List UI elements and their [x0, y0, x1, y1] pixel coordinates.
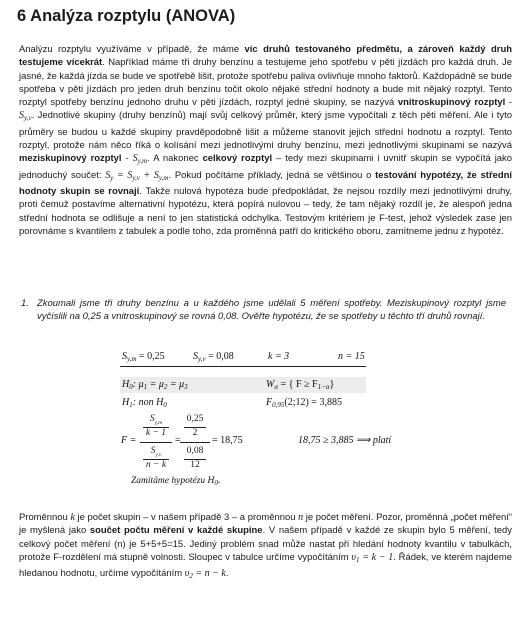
frac-num-025: 0,25: [186, 414, 204, 424]
outro-bold-text: součet počtu měření v každé skupine: [89, 525, 263, 537]
intro-text: -: [121, 153, 133, 165]
null-hypothesis: $H_0$: $\mu_1 = \mu_2 = \mu_3$: [122, 379, 188, 391]
term-total-variance: celkový rozptyl: [202, 153, 273, 165]
frac-main-bar: [140, 442, 172, 443]
intro-text: . Například máme tři druhy benzínu a testujeme jeho spotřebu v pěti jízdách pro každá druh. Je jasné, že každá jízda se bude ve spotřebě lišit, protože spotřebu paliva ovlivňuje mnoho faktorů. Každopádně se bude spotřeba v pěti jízdách pro jeden druh benzínu točit okolo nějaké střední hodnoty a bude mít nějaký rozptyl. Tento rozptyl spotřeby benzínu jednoho druhu v pěti jízdách, rozptyl jedné skupiny, se nazývá: [19, 57, 512, 109]
frac-within-num: $S_{y,v}$: [150, 446, 162, 458]
example-text: Zkoumali jsme tři druhy benzínu a u každého jsme udělali 5 měření spotřeby. Meziskupinový rozptyl jsme vyčíslili na 0,25 a vnitroskupinový se rovná 0,08. Ověřte hypotézu, že se spotřeby u těchto tří druhů rovnají.: [37, 298, 506, 322]
outro-text: Proměnnou: [19, 512, 71, 523]
given-within-variance: $S_{y,v} = 0,08$: [193, 351, 234, 363]
frac-num-008: 0,08: [186, 446, 204, 456]
outro-text: . V našem případě v každé ze skupin bylo 5 měření, tedy celkový počet měření (n) je 5+5+5=15. Jediný problém snad může nastat při hledání hodnoty kvantilu v tabulkách, protože F-rozdělení má stupně volnosti. Sloupec v tabulce určíme vypočítáním: [19, 525, 512, 563]
term-between-group-variance: meziskupinový rozptyl: [19, 153, 122, 165]
f-statistic-value: = 18,75: [212, 435, 243, 446]
given-underline: [120, 366, 366, 367]
outro-text: .: [225, 568, 229, 580]
outro-text: je počet skupin – v našem případě 3 – a proměnnou: [74, 512, 299, 523]
given-n: n = 15: [338, 351, 365, 362]
intro-bold-hypothesis: testování hypotézy, že střední hodnoty skupin se rovnají: [19, 169, 513, 197]
frac-den-12: 12: [190, 460, 200, 470]
f-statistic-lhs: F =: [121, 435, 137, 446]
outro-paragraph: [19, 511, 512, 583]
within-variance-symbol: $S_{y,v}$: [19, 110, 32, 123]
intro-text: Analýzu rozptylu využíváme v případě, že máme: [19, 44, 245, 55]
alternative-hypothesis: $H_1$: non $H_0$: [122, 397, 167, 409]
frac-den-2: 2: [192, 428, 198, 438]
given-k: k = 3: [268, 351, 290, 362]
between-variance-symbol: $S_{y,m}$: [132, 153, 148, 166]
comparison-result: 18,75 ≥ 3,885 ⟹ platí: [298, 435, 392, 446]
intro-text: -: [505, 97, 513, 109]
example-number: 1.: [21, 298, 29, 309]
conclusion: Zamítáme hypotézu $H_0$.: [131, 476, 221, 487]
outro-text: . Řádek, ve kterém najdeme hledanou hodnotu, určíme vypočítáním: [19, 551, 513, 580]
given-between-variance: $S_{y,m} = 0,25$: [122, 351, 165, 363]
total-variance-formula: $S_y = S_{y,v} + S_{y,m}$: [105, 169, 169, 182]
frac-between-num: $S_{y,m}$: [149, 414, 163, 426]
term-within-group-variance: vnitroskupinový rozptyl: [397, 97, 506, 109]
frac-main-bar: [180, 442, 210, 443]
intro-text: . Jednotlivé skupiny (druhy benzínů) mají svůj celkový průměr, který jsme vypočítali z těch pěti měření. Ale i tyto průměry se budou u každé skupiny pravděpodobně lišit a můžeme stanovit jejich střední hodnotu a rozptyl. Tento rozptyl, protože nám něco říká o kolísání mezi jednotlivými druhy benzínu, mezi jednotlivými skupinami se nazývá: [19, 110, 512, 152]
intro-text: . Takže nulová hypotéza bude předpokládat, že nejsou rozdíly mezi jednotlivými druhy, proti čemuž postavíme alternativní hypotézu, která popírá nulovou – tedy, že tam nějaký rozdíl je, že alespoň jedna střední hodnota se odlišuje a není to jen statistická odchylka. Testovým kritériem je F-test, jehož výsledek zase jen porovnáme s kvantilem z tabulek a podle toho, zda proměnná patří do kritického oboru, zamítneme jednu z hypotéz.: [19, 185, 513, 237]
f-quantile: $F_{0,95}(2;12) = 3,885$: [266, 397, 342, 409]
frac-k1: k − 1: [145, 428, 167, 438]
intro-text: . A nakonec: [147, 153, 203, 165]
intro-paragraph: [19, 43, 512, 238]
critical-region: $W_\alpha$ = { $F \ge F_{1-\alpha}$}: [266, 379, 335, 391]
outro-text: je počet měření. Pozor, proměnná „počet měření“ je myšlená jako: [19, 512, 512, 537]
nu2-formula: $\upsilon_2 = n - k$: [184, 568, 226, 581]
nu1-formula: $\upsilon_1 = k - 1$: [351, 551, 394, 564]
var-n: n: [298, 512, 304, 523]
intro-text: – tedy mezi skupinami i uvnitř skupin se vypočítá jako jednoduchý součet:: [19, 153, 513, 181]
intro-text: . Pokud počítáme příklady, jedná se většinou o: [168, 169, 376, 181]
intro-bold-text: víc druhů testovaného předmětu, a zároveň každý druh testujeme vícekrát: [19, 44, 512, 69]
example-task: [21, 298, 506, 323]
section-heading: 6 Analýza rozptylu (ANOVA): [17, 7, 236, 25]
frac-nk: n − k: [145, 460, 167, 470]
var-k: k: [70, 512, 75, 523]
